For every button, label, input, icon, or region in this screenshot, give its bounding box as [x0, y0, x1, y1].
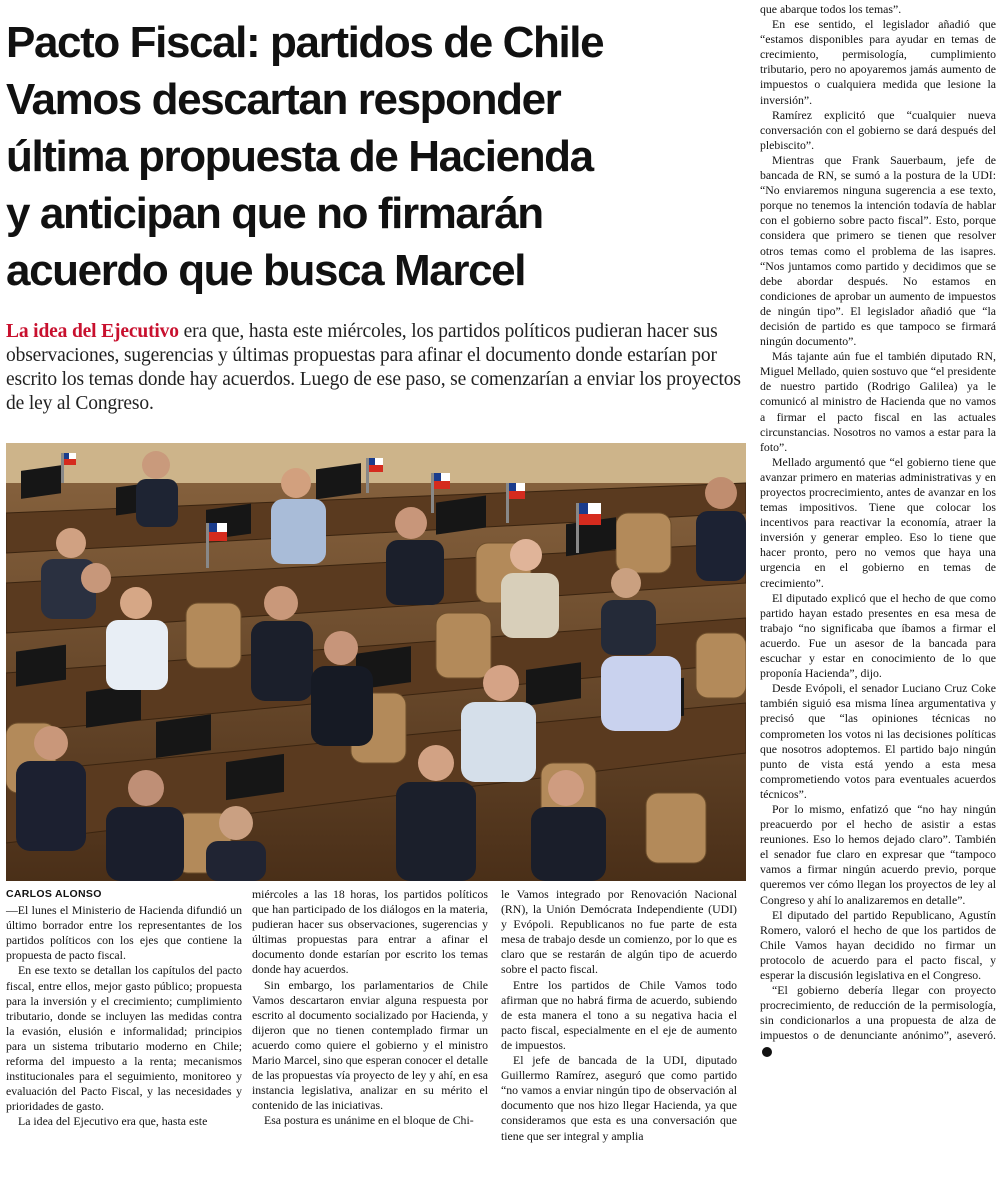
paragraph: Ramírez explicitó que “cualquier nueva conversación con el gobierno se dará después del plebiscito”. [760, 107, 996, 152]
article-column-4 [760, 2, 996, 1059]
paragraph: que abarque todos los temas”. [760, 2, 902, 16]
headline-line: última propuesta de Hacienda [6, 132, 593, 181]
paragraph: En ese texto se detallan los capítulos del pacto fiscal, entre ellos, mejor gasto público; propuesta para la inversión y el crecimiento; cumplimiento tributario, donde se incluyen las medidas contra la evasión, elusión e informalidad; principios para un sistema tributario moderno en Chile; reforma del impuesto a la renta; mecanismos institucionales para el seguimiento, monitoreo y evaluación del Pacto Fiscal, y las necesidades y prioridades de gasto. [6, 963, 242, 1114]
article-column-1 [6, 887, 242, 1130]
paragraph: La idea del Ejecutivo era que, hasta este [18, 1114, 208, 1129]
lede-accent: La idea del Ejecutivo [6, 321, 179, 342]
paragraph: miércoles a las 18 horas, los partidos políticos que han participado de los diálogos en la materia, pudieran hacer sus observaciones, sugerencias y últimas propuestas para entrar a afinar el documento donde estarían por escrito los temas donde hay acuerdos. [252, 887, 488, 977]
chamber-photo [6, 443, 746, 881]
paragraph: Mientras que Frank Sauerbaum, jefe de bancada de RN, se sumó a la postura de la UDI: “No enviaremos ninguna sugerencia a ese texto, porque no tenemos la intención todavía de hablar con el gobierno sobre pacto fiscal”. Esto, porque considera que primero se tienen que resolver otros temas como el problema de las isapres. “Nos juntamos como partido y decidimos que se debe abordar después. No estamos en condiciones de aprobar un aumento de impuestos de ningún tipo”. El legislador añadió que “la decisión de partido es que tampoco se firmará ningún documento”. [760, 152, 996, 349]
headline-line: Pacto Fiscal: partidos de Chile [6, 18, 604, 67]
paragraph: Entre los partidos de Chile Vamos todo afirman que no habrá firma de acuerdo, subiendo de esta manera el tono a su negativa hacia el pacto fiscal, especialmente en el eje de aumento de impuestos. [501, 977, 737, 1052]
paragraph [760, 983, 996, 1058]
paragraph: Desde Evópoli, el senador Luciano Cruz Coke también siguió esa misma línea argumentativa y precisó que “las opiniones técnicas no comprometen los votos ni las decisiones políticas que nosotros adoptemos. El partido bajo ningún punto de vista está yendo a esta mesa comprometiendo votos para eventuales acuerdos técnicos”. [760, 681, 996, 801]
headline [6, 14, 748, 299]
article-column-3 [501, 887, 737, 1144]
headline-line: Vamos descartan responder [6, 75, 561, 124]
paragraph: le Vamos integrado por Renovación Nacional (RN), la Unión Demócrata Independiente (UDI) y Evópoli. Republicanos no fue parte de esta mesa de trabajo desde un comienzo, por lo que es claro que se restarán de algún tipo de acuerdo sobre el pacto fiscal. [501, 887, 737, 977]
byline: CARLOS ALONSO [6, 888, 102, 900]
paragraph: En ese sentido, el legislador añadió que “estamos disponibles para ayudar en temas de crecimiento, permisología, cumplimiento tributario, pero no apoyaremos jamás aumento de impuestos o cualquiera medida que lesione la inversión”. [760, 17, 996, 107]
paragraph: —El lunes el Ministerio de Hacienda difundió un último borrador entre los representantes de los partidos políticos con los ejes que contiene la propuesta de pacto fiscal. [6, 903, 242, 963]
headline-line: acuerdo que busca Marcel [6, 246, 526, 295]
paragraph: Por lo mismo, enfatizó que “no hay ningún preacuerdo por el hecho de asistir a estas reuniones. Eso lo hemos dejado claro”. También el senador fue claro en expresar que “tampoco vamos a firmar ningún acuerdo previo, porque queremos ver cómo llegan los proyectos de ley al Congreso y ahí lo analizaremos en detalle”. [760, 801, 996, 907]
paragraph: Mellado argumentó que “el gobierno tiene que avanzar primero en materias administrativas y en proyectos procrecimiento, antes de avanzar en los temas impositivos. Tiene que colocar los incentivos para reactivar la economía, atraer la inversión y generar empleo. Eso lo tiene que hacer pronto, pero no vemos que haya una urgencia en el gobierno en temas de crecimiento”. [760, 454, 996, 590]
paragraph: El jefe de bancada de la UDI, diputado Guillermo Ramírez, aseguró que como partido “no vamos a enviar ningún tipo de observación al documento que nos hizo llegar Hacienda, ya que consideramos que esta es una conversación que tiene que ser integral y amplia [501, 1053, 737, 1143]
paragraph: Esa postura es unánime en el bloque de Chi- [264, 1113, 474, 1128]
article-column-2 [252, 887, 488, 1129]
end-mark-icon [762, 1047, 772, 1057]
lede [6, 320, 748, 416]
headline-line: y anticipan que no firmarán [6, 189, 543, 238]
paragraph: El diputado del partido Republicano, Agustín Romero, valoró el hecho de que los partidos de Chile Vamos hayan decidido no firmar un protocolo de acuerdo para el pacto fiscal, y esperar la discusión legislativa en el Congreso. [760, 907, 996, 982]
closing-paragraph: “El gobierno debería llegar con proyecto procrecimiento, de reducción de la permisología, sin condicionarlos a una propuesta de alza de impuestos o de denunciante anónimo”, aseveró. [760, 983, 996, 1043]
lede-text: era que, hasta este miércoles, los partidos políticos pudieran hacer sus observaciones, sugerencias y últimas propuestas para afinar el documento donde estarían por escrito los temas donde hay acuerdos. Luego de ese paso, se comenzarían a enviar los proyectos de ley al Congreso. [6, 321, 741, 414]
paragraph: Más tajante aún fue el también diputado RN, Miguel Mellado, quien sostuvo que “el presidente de nuestro partido (Rodrigo Galilea) ya le comunicó al ministro de Hacienda que no vamos a firmar el pacto fiscal en las actuales circunstancias. Nosotros no vamos a estar para la foto”. [760, 349, 996, 454]
paragraph: Sin embargo, los parlamentarios de Chile Vamos descartaron enviar alguna respuesta por escrito al documento socializado por Hacienda, y dijeron que no tienen contemplado firmar un acuerdo como quiere el gobierno y el ministro Mario Marcel, sino que esperan conocer el detalle de las propuestas vía proyecto de ley y ahí, en esa instancia legislativa, analizar en su mérito el contenido de las iniciativas. [252, 977, 488, 1113]
paragraph: El diputado explicó que el hecho de que como partido hayan estado presentes en esa mesa de trabajo “no significaba que íbamos a firmar el acuerdo. Fue un asesor de la bancada para escuchar y estar en conocimiento de lo que proponía Hacienda”, dijo. [760, 590, 996, 681]
